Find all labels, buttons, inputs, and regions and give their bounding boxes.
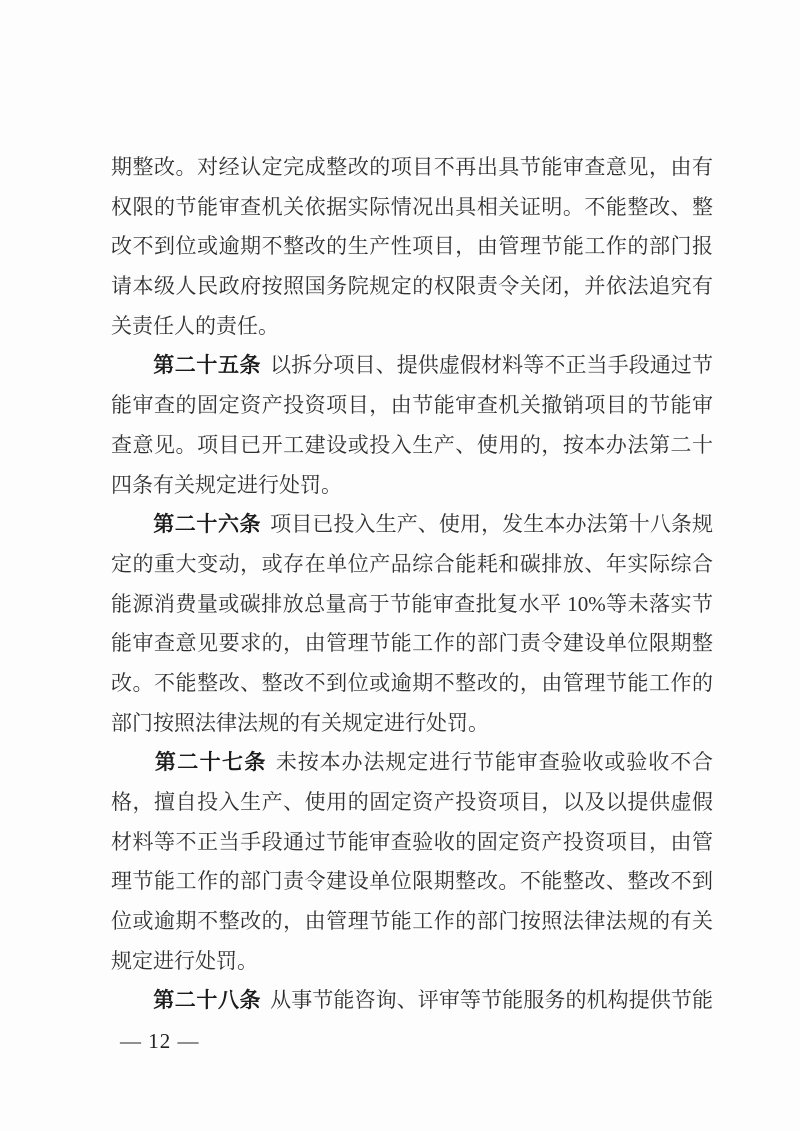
text-segment: 材料等不正当手段通过节能审查验收的固定资产投资项目，由管 bbox=[111, 829, 713, 854]
text-line bbox=[111, 545, 713, 585]
article-number: 第二十七条 bbox=[154, 751, 267, 775]
text-segment: 从事节能咨询、评审等节能服务的机构提供节能 bbox=[270, 988, 714, 1013]
text-line bbox=[111, 862, 713, 902]
text-segment bbox=[111, 750, 155, 774]
text-segment: 四条有关规定进行处罚。 bbox=[111, 472, 342, 497]
text-line bbox=[111, 823, 713, 863]
text-segment: 位或逾期不整改的，由管理节能工作的部门按照法律法规的有关 bbox=[111, 909, 713, 934]
text-line bbox=[111, 346, 713, 386]
text-segment: 未按本办法规定进行节能审查验收或验收不合 bbox=[275, 750, 714, 775]
text-block bbox=[111, 148, 713, 1021]
text-line bbox=[111, 307, 713, 347]
text-segment: 规定进行处罚。 bbox=[111, 948, 258, 973]
page-number: — 12 — bbox=[120, 1029, 200, 1053]
text-line bbox=[111, 386, 713, 426]
text-line bbox=[111, 188, 713, 228]
text-segment: 改。不能整改、整改不到位或逾期不整改的，由管理节能工作的 bbox=[111, 670, 713, 695]
text-line bbox=[111, 466, 713, 506]
paragraph-article-26 bbox=[111, 505, 713, 743]
text-segment: 格，擅自投入生产、使用的固定资产投资项目，以及以提供虚假 bbox=[111, 790, 713, 814]
text-segment: 查意见。项目已开工建设或投入生产、使用的，按本办法第二十 bbox=[111, 432, 713, 457]
text-line bbox=[111, 624, 713, 664]
text-segment: 项目已投入生产、使用，发生本办法第十八条规 bbox=[270, 512, 714, 537]
paragraph-article-25 bbox=[111, 346, 713, 505]
article-number: 第二十八条 bbox=[153, 989, 262, 1013]
text-line bbox=[111, 148, 713, 188]
text-line bbox=[111, 981, 713, 1021]
text-segment: 以拆分项目、提供虚假材料等不正当手段通过节 bbox=[270, 353, 714, 378]
text-segment: 请本级人民政府按照国务院规定的权限责令关闭，并依法追究有 bbox=[111, 274, 713, 299]
text-segment bbox=[111, 988, 153, 1012]
text-line bbox=[111, 783, 713, 823]
article-number: 第二十五条 bbox=[153, 354, 262, 378]
text-segment: 期整改。对经认定完成整改的项目不再出具节能审查意见，由有 bbox=[111, 155, 713, 179]
text-segment: 权限的节能审查机关依据实际情况出具相关证明。不能整改、整 bbox=[111, 194, 713, 219]
text-segment: 能源消费量或碳排放总量高于节能审查批复水平 10%等未落实节 bbox=[111, 591, 713, 616]
text-segment bbox=[111, 353, 153, 377]
text-segment: 理节能工作的部门责令建设单位限期整改。不能整改、整改不到 bbox=[111, 869, 713, 894]
text-segment: 部门按照法律法规的有关规定进行处罚。 bbox=[111, 710, 489, 735]
text-segment bbox=[111, 512, 153, 536]
paragraph-continuation bbox=[111, 148, 713, 346]
text-line bbox=[111, 664, 713, 704]
paragraph-article-27 bbox=[111, 743, 713, 981]
text-segment: 定的重大变动，或存在单位产品综合能耗和碳排放、年实际综合 bbox=[111, 551, 713, 576]
text-line bbox=[111, 585, 713, 625]
text-line bbox=[111, 505, 713, 545]
text-line bbox=[111, 902, 713, 942]
text-line bbox=[111, 704, 713, 744]
text-segment: 能审查意见要求的，由管理节能工作的部门责令建设单位限期整 bbox=[111, 631, 713, 656]
text-line bbox=[111, 426, 713, 466]
text-line bbox=[111, 942, 713, 982]
article-number: 第二十六条 bbox=[153, 513, 262, 537]
text-line bbox=[111, 227, 713, 267]
text-segment: 关责任人的责任。 bbox=[111, 313, 279, 338]
text-line bbox=[111, 267, 713, 307]
text-segment: 改不到位或逾期不整改的生产性项目，由管理节能工作的部门报 bbox=[111, 234, 713, 259]
text-segment: 能审查的固定资产投资项目，由节能审查机关撤销项目的节能审 bbox=[111, 393, 713, 418]
paragraph-article-28 bbox=[111, 981, 713, 1021]
text-line bbox=[111, 743, 713, 783]
